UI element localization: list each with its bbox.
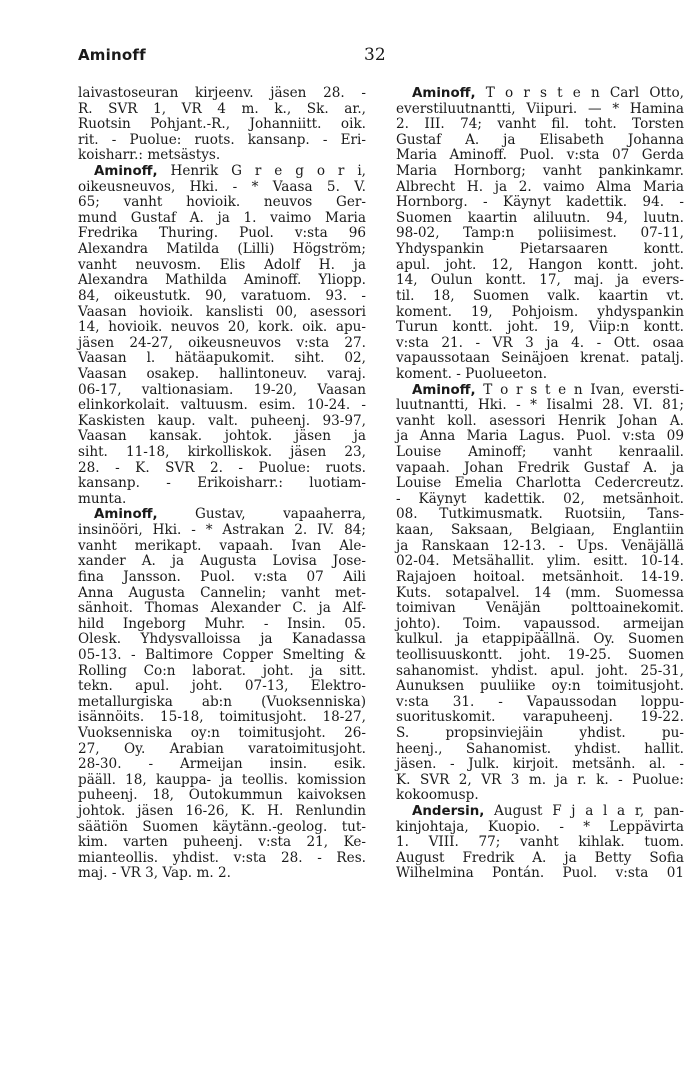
text-line xyxy=(396,586,684,602)
line-text: koment. - Puolueeton. xyxy=(396,365,548,382)
line-text: Anna Augusta Cannelin; vanht met- xyxy=(78,584,366,601)
line-text: xander A. ja Augusta Lovisa Jose- xyxy=(78,553,366,570)
line-text: T o r s t e n Ivan, eversti- xyxy=(475,381,684,398)
line-text: kaan, Saksaan, Belgiaan, Englantiin xyxy=(396,522,684,539)
text-line xyxy=(396,102,684,118)
line-text: pääll. 18, kauppa- ja teollis. komission xyxy=(78,771,366,788)
line-text: 84, oikeustutk. 90, varatuom. 93. - xyxy=(78,287,366,304)
line-text: 02-04. Metsähallit. ylim. esitt. 10-14. xyxy=(396,553,684,570)
text-line xyxy=(78,492,366,508)
text-line xyxy=(78,664,366,680)
text-line xyxy=(396,710,684,726)
line-text: maj. - VR 3, Vap. m. 2. xyxy=(78,865,231,882)
line-text: johtok. jäsen 16-26, K. H. Renlundin xyxy=(78,803,366,820)
line-text: Rolling Co:n laborat. joht. ja sitt. xyxy=(78,662,366,679)
text-line xyxy=(78,117,366,133)
line-text: vapaah. Johan Fredrik Gustaf A. ja xyxy=(396,459,684,476)
line-text: Suomen kaartin aliluutn. 94, luutn. xyxy=(396,209,684,226)
line-text: hild Ingeborg Muhr. - Insin. 05. xyxy=(78,615,366,632)
text-line xyxy=(78,148,366,164)
text-line xyxy=(396,305,684,321)
text-line xyxy=(396,773,684,789)
line-text: Louise Emelia Charlotta Cedercreutz. xyxy=(396,475,684,492)
line-text: johto). Toim. vapaussod. armeijan xyxy=(396,615,684,632)
text-line xyxy=(396,757,684,773)
text-line xyxy=(396,570,684,586)
line-text: Vuoksenniska oy:n toimitusjoht. 26- xyxy=(78,724,366,741)
line-text: Kuts. sotapalvel. 14 (mm. Suomessa xyxy=(396,584,684,601)
line-text: v:sta 21. - VR 3 ja 4. - Ott. osaa xyxy=(396,334,684,351)
line-text: 1. VIII. 77; vanht kihlak. tuom. xyxy=(396,834,684,851)
text-line xyxy=(78,601,366,617)
line-text: Alexandra Mathilda Aminoff. Yliopp. xyxy=(78,272,366,289)
line-text: fina Jansson. Puol. v:sta 07 Aili xyxy=(78,568,366,585)
text-line xyxy=(78,679,366,695)
text-line xyxy=(78,320,366,336)
text-line xyxy=(78,632,366,648)
line-text: T o r s t e n Carl Otto, xyxy=(475,85,684,101)
line-text: kinjohtaja, Kuopio. - * Leppävirta xyxy=(396,818,684,835)
line-text: laivastoseuran kirjeenv. jäsen 28. - xyxy=(78,85,366,101)
line-text: Henrik G r e g o r i, xyxy=(157,163,366,180)
text-line xyxy=(78,273,366,289)
line-text: 28. - K. SVR 2. - Puolue: ruots. xyxy=(78,459,366,476)
line-text: Gustav, vapaaherra, xyxy=(157,506,366,523)
line-text: 65; vanht hovioik. neuvos Ger- xyxy=(78,194,366,211)
line-text: metallurgiska ab:n (Vuoksenniska) xyxy=(78,693,366,710)
line-text: Gustaf A. ja Elisabeth Johanna xyxy=(396,131,684,148)
text-line xyxy=(396,492,684,508)
text-line xyxy=(78,788,366,804)
text-line xyxy=(396,226,684,242)
line-text: v:sta 31. - Vapaussodan loppu- xyxy=(396,693,684,710)
text-line xyxy=(78,866,366,882)
line-text: 05-13. - Baltimore Copper Smelting & xyxy=(78,646,366,663)
text-line xyxy=(396,554,684,570)
line-text: 98-02, Tamp:n poliisimest. 07-11, xyxy=(396,225,684,242)
text-line xyxy=(396,398,684,414)
line-text: Ruotsin Pohjant.-R., Johanniitt. oik. xyxy=(78,116,366,133)
text-line xyxy=(78,851,366,867)
right-column xyxy=(396,86,684,882)
line-text: R. SVR 1, VR 4 m. k., Sk. ar., xyxy=(78,100,366,117)
line-text: S. propsinviejäin yhdist. pu- xyxy=(396,724,684,741)
line-text: rit. - Puolue: ruots. kansanp. - Eri- xyxy=(78,131,366,148)
line-text: oikeusneuvos, Hki. - * Vaasa 5. V. xyxy=(78,178,366,195)
entry-first-line xyxy=(78,164,366,180)
line-text: Louise Aminoff; vanht kenraalil. xyxy=(396,444,684,461)
text-line xyxy=(78,398,366,414)
line-text: 14, Oulun kontt. 17, maj. ja evers- xyxy=(396,272,684,289)
text-line xyxy=(396,679,684,695)
running-head xyxy=(78,46,684,70)
text-line xyxy=(396,336,684,352)
text-line xyxy=(78,195,366,211)
text-line xyxy=(78,820,366,836)
line-text: August Fredrik A. ja Betty Sofia xyxy=(396,849,684,866)
text-line xyxy=(78,336,366,352)
text-line xyxy=(78,383,366,399)
line-text: isännöits. 15-18, toimitusjoht. 18-27, xyxy=(78,709,366,726)
line-text: toimivan Venäjän polttoainekomit. xyxy=(396,600,684,617)
line-text: heenj., Sahanomist. yhdist. hallit. xyxy=(396,740,684,757)
line-text: 14, hovioik. neuvos 20, kork. oik. apu- xyxy=(78,319,366,336)
text-line xyxy=(78,476,366,492)
line-text: Maria Aminoff. Puol. v:sta 07 Gerda xyxy=(396,147,684,164)
text-line xyxy=(78,804,366,820)
line-text: Maria Hornborg; vanht pankinkamr. xyxy=(396,163,684,180)
line-text: Vaasan osakep. hallintoneuv. varaj. xyxy=(78,365,366,382)
text-line xyxy=(396,164,684,180)
text-line xyxy=(396,133,684,149)
line-text: mianteollis. yhdist. v:sta 28. - Res. xyxy=(78,849,366,866)
entry-first-line xyxy=(396,86,684,102)
line-text: 28-30. - Armeijan insin. esik. xyxy=(78,756,366,773)
text-line xyxy=(396,211,684,227)
line-text: elinkorkolait. valtuusm. esim. 10-24. - xyxy=(78,397,366,414)
text-line xyxy=(396,429,684,445)
text-line xyxy=(396,601,684,617)
text-line xyxy=(396,258,684,274)
text-line xyxy=(396,617,684,633)
line-text: tekn. apul. joht. 07-13, Elektro- xyxy=(78,678,366,695)
text-line xyxy=(396,117,684,133)
entry-surname: Aminoff, xyxy=(94,164,158,180)
text-line xyxy=(396,476,684,492)
text-line xyxy=(396,180,684,196)
text-line xyxy=(78,617,366,633)
entry-first-line xyxy=(396,804,684,820)
text-line xyxy=(78,554,366,570)
text-line xyxy=(396,289,684,305)
line-text: Yhdyspankin Pietarsaaren kontt. xyxy=(396,241,684,258)
line-text: everstiluutnantti, Viipuri. — * Hamina xyxy=(396,100,684,117)
text-line xyxy=(396,195,684,211)
line-text: Aunuksen puuliike oy:n toimitusjoht. xyxy=(396,678,684,695)
line-text: jäsen. - Julk. kirjoit. metsänh. al. - xyxy=(396,756,684,773)
text-line xyxy=(78,461,366,477)
line-text: Kaskisten kaup. valt. puheenj. 93-97, xyxy=(78,412,366,429)
line-text: Vaasan l. hätäapukomit. siht. 02, xyxy=(78,350,366,367)
line-text: ja Anna Maria Lagus. Puol. v:sta 09 xyxy=(396,428,684,445)
line-text: Rajajoen hoitoal. metsänhoit. 14-19. xyxy=(396,568,684,585)
line-text: vanht neuvosm. Elis Adolf H. ja xyxy=(78,256,366,273)
line-text: ja Ranskaan 12-13. - Ups. Venäjällä xyxy=(396,537,684,554)
line-text: Wilhelmina Pontán. Puol. v:sta 01 xyxy=(396,865,684,882)
text-line xyxy=(396,851,684,867)
text-line xyxy=(78,757,366,773)
text-line xyxy=(396,367,684,383)
line-text: sahanomist. yhdist. apul. joht. 25-31, xyxy=(396,662,684,679)
text-line xyxy=(78,726,366,742)
text-line xyxy=(78,429,366,445)
text-line xyxy=(396,148,684,164)
text-line xyxy=(396,788,684,804)
line-text: siht. 11-18, kirkolliskok. jäsen 23, xyxy=(78,444,366,461)
line-text: munta. xyxy=(78,490,127,507)
text-line xyxy=(78,242,366,258)
text-line xyxy=(396,648,684,664)
line-text: kulkul. ja etappipäällnä. Oy. Suomen xyxy=(396,631,684,648)
line-text: koisharr.: metsästys. xyxy=(78,147,221,164)
text-line xyxy=(78,367,366,383)
line-text: til. 18, Suomen valk. kaartin vt. xyxy=(396,287,684,304)
line-text: Vaasan hovioik. kanslisti 00, asessori xyxy=(78,303,366,320)
line-text: August F j a l a r, pan- xyxy=(484,803,684,820)
line-text: Turun kontt. joht. 19, Viip:n kontt. xyxy=(396,319,684,336)
text-line xyxy=(78,445,366,461)
text-line xyxy=(396,742,684,758)
text-line xyxy=(78,180,366,196)
text-line xyxy=(396,866,684,882)
entry-first-line xyxy=(78,507,366,523)
line-text: Hornborg. - Käynyt kadettik. 94. - xyxy=(396,194,684,211)
line-text: teollisuuskontt. joht. 19-25. Suomen xyxy=(396,646,684,663)
line-text: mund Gustaf A. ja 1. vaimo Maria xyxy=(78,209,366,226)
line-text: puheenj. 18, Outokummun kaivoksen xyxy=(78,787,366,804)
text-line xyxy=(78,133,366,149)
text-line xyxy=(396,835,684,851)
text-line xyxy=(78,102,366,118)
text-line xyxy=(396,726,684,742)
line-text: säätiön Suomen käytänn.-geolog. tut- xyxy=(78,818,366,835)
line-text: 06-17, valtionasiam. 19-20, Vaasan xyxy=(78,381,366,398)
text-line xyxy=(396,273,684,289)
left-column xyxy=(78,86,366,882)
entry-surname: Aminoff, xyxy=(412,382,476,398)
text-line xyxy=(78,289,366,305)
line-text: suorituskomit. varapuheenj. 19-22. xyxy=(396,709,684,726)
text-line xyxy=(78,710,366,726)
line-text: Vaasan kansak. johtok. jäsen ja xyxy=(78,428,366,445)
line-text: Alexandra Matilda (Lilli) Högström; xyxy=(78,241,366,258)
entry-surname: Andersin, xyxy=(412,804,485,820)
text-line xyxy=(396,242,684,258)
line-text: - Käynyt kadettik. 02, metsänhoit. xyxy=(396,490,684,507)
line-text: vanht koll. asessori Henrik Johan A. xyxy=(396,412,684,429)
text-line xyxy=(78,414,366,430)
line-text: kokoomusp. xyxy=(396,787,479,804)
text-line xyxy=(396,414,684,430)
text-line xyxy=(78,86,366,102)
text-line xyxy=(78,742,366,758)
text-line xyxy=(78,539,366,555)
text-line xyxy=(78,648,366,664)
entry-surname: Aminoff, xyxy=(94,507,158,523)
text-line xyxy=(78,835,366,851)
text-line xyxy=(396,351,684,367)
line-text: vapaussotaan Seinäjoen krenat. patalj. xyxy=(396,350,684,367)
line-text: sänhoit. Thomas Alexander C. ja Alf- xyxy=(78,600,366,617)
text-line xyxy=(78,586,366,602)
text-line xyxy=(396,695,684,711)
text-line xyxy=(78,226,366,242)
page-number: 32 xyxy=(364,45,386,65)
line-text: apul. joht. 12, Hangon kontt. joht. xyxy=(396,256,684,273)
line-text: K. SVR 2, VR 3 m. ja r. k. - Puolue: xyxy=(396,771,684,788)
text-line xyxy=(78,773,366,789)
text-line xyxy=(78,211,366,227)
line-text: kansanp. - Erikoisharr.: luotiam- xyxy=(78,475,366,492)
entry-first-line xyxy=(396,383,684,399)
line-text: Fredrika Thuring. Puol. v:sta 96 xyxy=(78,225,366,242)
text-line xyxy=(396,507,684,523)
text-line xyxy=(396,523,684,539)
text-line xyxy=(396,539,684,555)
text-line xyxy=(396,445,684,461)
text-line xyxy=(396,632,684,648)
text-line xyxy=(396,820,684,836)
text-line xyxy=(396,320,684,336)
text-line xyxy=(78,570,366,586)
line-text: 08. Tutkimusmatk. Ruotsiin, Tans- xyxy=(396,506,684,523)
text-line xyxy=(396,664,684,680)
line-text: Olesk. Yhdysvalloissa ja Kanadassa xyxy=(78,631,366,648)
line-text: 2. III. 74; vanht fil. toht. Torsten xyxy=(396,116,684,133)
text-line xyxy=(78,305,366,321)
text-line xyxy=(78,351,366,367)
entry-surname: Aminoff, xyxy=(412,86,476,101)
text-line xyxy=(396,461,684,477)
line-text: insinööri, Hki. - * Astrakan 2. IV. 84; xyxy=(78,522,366,539)
line-text: jäsen 24-27, oikeusneuvos v:sta 27. xyxy=(78,334,366,351)
line-text: 27, Oy. Arabian varatoimitusjoht. xyxy=(78,740,366,757)
line-text: kim. varten puheenj. v:sta 21, Ke- xyxy=(78,834,366,851)
text-line xyxy=(78,523,366,539)
line-text: Albrecht H. ja 2. vaimo Alma Maria xyxy=(396,178,684,195)
line-text: koment. 19, Pohjoism. yhdyspankin xyxy=(396,303,684,320)
line-text: luutnantti, Hki. - * Iisalmi 28. VI. 81; xyxy=(396,397,684,414)
text-line xyxy=(78,258,366,274)
line-text: vanht merikapt. vapaah. Ivan Ale- xyxy=(78,537,366,554)
running-head-name: Aminoff xyxy=(78,46,146,64)
text-line xyxy=(78,695,366,711)
